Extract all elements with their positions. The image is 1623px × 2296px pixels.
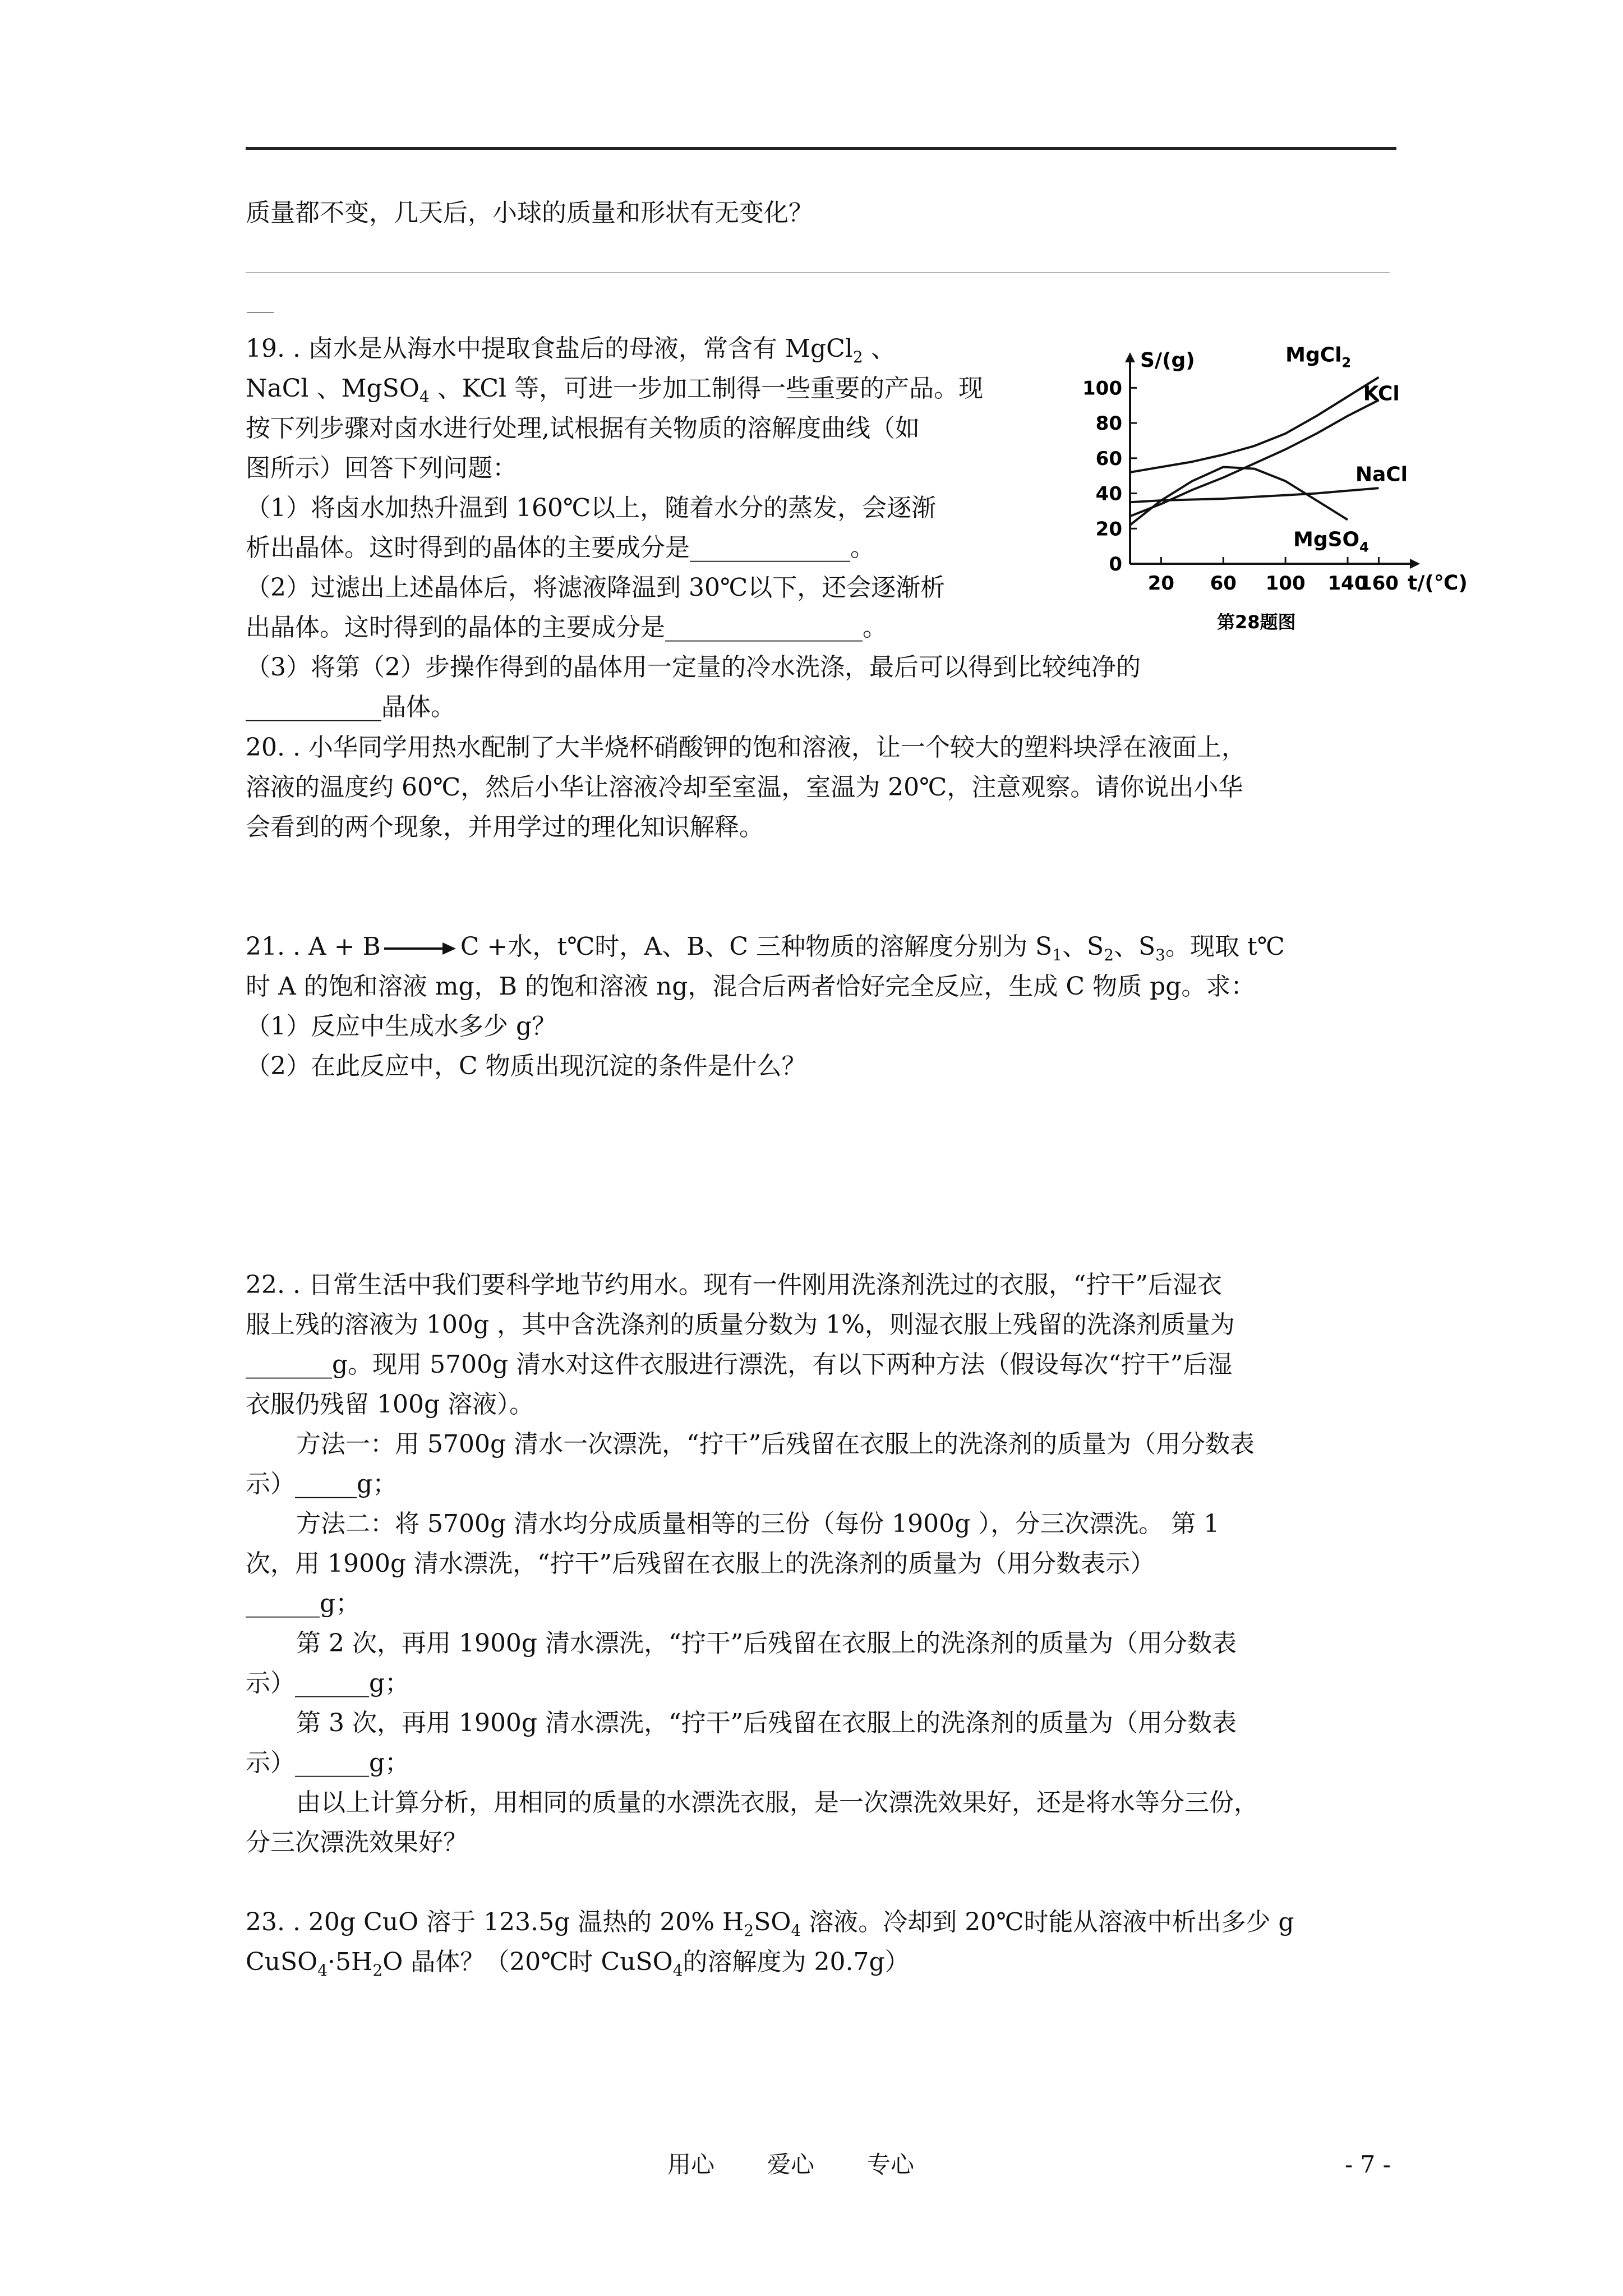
curve-mgcl2 bbox=[1130, 378, 1378, 472]
q22-step-2: 第 2 次，再用 1900g 清水漂洗，“拧干”后残留在衣服上的洗涤剂的质量为（用分数表 bbox=[296, 1629, 1237, 1658]
chart-caption: 第28题图 bbox=[1217, 611, 1296, 633]
q22-line-11: 示）______g； bbox=[246, 1669, 410, 1697]
q22-line-8: 次，用 1900g 清水漂洗，“拧干”后残留在衣服上的洗涤剂的质量为（用分数表示） bbox=[246, 1549, 1155, 1578]
footer-text-1: 用心 bbox=[667, 2151, 715, 2178]
y-axis-label: S/(g) bbox=[1140, 349, 1195, 372]
q19-line-3: 按下列步骤对卤水进行处理,试根据有关物质的溶解度曲线（如 bbox=[246, 414, 920, 443]
q19-line-2: NaCl 、MgSO$_4$ 、KCl 等，可进一步加工制得一些重要的产品。现 bbox=[246, 374, 984, 406]
q19-line-4: 图所示）回答下列问题： bbox=[246, 454, 517, 482]
y-axis-arrow bbox=[1125, 352, 1135, 362]
q22-conclusion: 由以上计算分析，用相同的质量的水漂洗衣服，是一次漂洗效果好，还是将水等分三份， bbox=[296, 1788, 1258, 1817]
y-tick-label: 40 bbox=[1095, 482, 1122, 505]
q19-line-6: 析出晶体。这时得到的晶体的主要成分是_____________。 bbox=[246, 533, 875, 562]
q19-line-5: （1）将卤水加热升温到 160℃以上，随着水分的蒸发，会逐渐 bbox=[246, 494, 937, 522]
y-tick-label: 20 bbox=[1095, 518, 1122, 541]
q21-line-1: 21. . A + B C +水，t℃时，A、B、C 三种物质的溶解度分别为 $S_1$、$S_2$、$S_3$。现取 t℃ bbox=[246, 932, 1285, 964]
q22-line-1: 22. . 日常生活中我们要科学地节约用水。现有一件刚用洗涤剂洗过的衣服，“拧干”后湿衣 bbox=[246, 1271, 1222, 1299]
solubility-chart bbox=[1077, 343, 1468, 639]
q22-line-9: ______g； bbox=[246, 1589, 361, 1618]
x-axis-arrow bbox=[1410, 559, 1420, 569]
continuation-text: 质量都不变，几天后，小球的质量和形状有无变化？ bbox=[246, 199, 813, 227]
x-tick-label: 160 bbox=[1358, 572, 1399, 595]
q22-line-4: 衣服仍残留 100g 溶液）。 bbox=[246, 1390, 534, 1419]
curve-kcl bbox=[1130, 400, 1378, 516]
y-tick-label: 80 bbox=[1095, 412, 1122, 435]
y-tick-label: 100 bbox=[1082, 377, 1122, 400]
q19-line-10: ___________晶体。 bbox=[246, 693, 455, 721]
q22-line-13: 示）______g； bbox=[246, 1749, 410, 1777]
q23-line-1: 23. . 20g CuO 溶于 123.5g 温热的 20% $H_2SO_4$ 溶液。冷却到 20℃时能从溶液中析出多少 g bbox=[246, 1908, 1294, 1940]
q22-step-3: 第 3 次，再用 1900g 清水漂洗，“拧干”后残留在衣服上的洗涤剂的质量为（用分数表 bbox=[296, 1709, 1237, 1737]
q22-line-6: 示）_____g； bbox=[246, 1470, 398, 1498]
x-tick-label: 20 bbox=[1147, 572, 1175, 595]
q22-line-3: _______g。现用 5700g 清水对这件衣服进行漂洗，有以下两种方法（假设每次“拧干”后湿 bbox=[246, 1350, 1233, 1379]
header-rule bbox=[246, 147, 1396, 150]
answer-line-tail bbox=[247, 312, 274, 313]
series-label-mgso4: MgSO$_4$ bbox=[1293, 528, 1369, 555]
curve-nacl bbox=[1130, 488, 1378, 502]
series-label-nacl: NaCl bbox=[1355, 463, 1408, 486]
q19-line-8: 出晶体。这时得到的晶体的主要成分是________________。 bbox=[246, 613, 887, 642]
q20-line-3: 会看到的两个现象，并用学过的理化知识解释。 bbox=[246, 813, 764, 841]
x-tick-label: 100 bbox=[1265, 572, 1306, 595]
q19-line-9: （3）将第（2）步操作得到的晶体用一定量的冷水洗涤，最后可以得到比较纯净的 bbox=[246, 653, 1141, 682]
series-label-kcl: KCl bbox=[1363, 382, 1400, 406]
q23-line-2: $CuSO_4\cdot 5H_2O$ 晶体？（20℃时 CuSO$_4$的溶解度为 20.7g） bbox=[246, 1948, 910, 1980]
q20-line-1: 20. . 小华同学用热水配制了大半烧杯硝酸钾的饱和溶液，让一个较大的塑料块浮在液面上， bbox=[246, 733, 1246, 762]
q22-line-15: 分三次漂洗效果好？ bbox=[246, 1828, 468, 1857]
curve-mgso4 bbox=[1130, 467, 1348, 526]
footer-text-2: 爱心 bbox=[767, 2151, 815, 2178]
x-tick-label: 60 bbox=[1210, 572, 1237, 595]
q22-method-1: 方法一：用 5700g 清水一次漂洗，“拧干”后残留在衣服上的洗涤剂的质量为（用分数表 bbox=[296, 1430, 1255, 1458]
x-axis-label: t/(℃) bbox=[1408, 572, 1468, 595]
chart-layer bbox=[1082, 343, 1468, 595]
page-number: - 7 - bbox=[1345, 2151, 1391, 2178]
q22-line-2: 服上残的溶液为 100g ，其中含洗涤剂的质量分数为 1%，则湿衣服上残留的洗涤剂质量为 bbox=[246, 1310, 1235, 1339]
q19-line-7: （2）过滤出上述晶体后，将滤液降温到 30℃以下，还会逐渐析 bbox=[246, 573, 946, 602]
footer-text-3: 专心 bbox=[867, 2151, 915, 2178]
series-label-mgcl2: MgCl$_2$ bbox=[1285, 343, 1352, 371]
y-tick-label: 0 bbox=[1109, 553, 1122, 576]
reaction-arrow-icon bbox=[384, 939, 457, 958]
q21-line-3: （1）反应中生成水多少 g？ bbox=[246, 1012, 557, 1041]
q21-line-2: 时 A 的饱和溶液 mg，B 的饱和溶液 ng，混合后两者恰好完全反应，生成 C 物质 pg。求： bbox=[246, 972, 1256, 1001]
q22-method-2: 方法二：将 5700g 清水均分成质量相等的三份（每份 1900g ），分三次漂洗。 第 1 bbox=[296, 1510, 1220, 1538]
q21-line-4: （2）在此反应中，C 物质出现沉淀的条件是什么？ bbox=[246, 1052, 806, 1080]
q20-line-2: 溶液的温度约 60℃，然后小华让溶液冷却至室温，室温为 20℃，注意观察。请你说出小华 bbox=[246, 773, 1243, 802]
y-tick-label: 60 bbox=[1095, 447, 1122, 470]
answer-line bbox=[246, 272, 1390, 273]
x-tick-label: 140 bbox=[1327, 572, 1368, 595]
q19-line-1: 19. . 卤水是从海水中提取食盐后的母液，常含有 MgCl$_2$ 、 bbox=[246, 334, 896, 366]
